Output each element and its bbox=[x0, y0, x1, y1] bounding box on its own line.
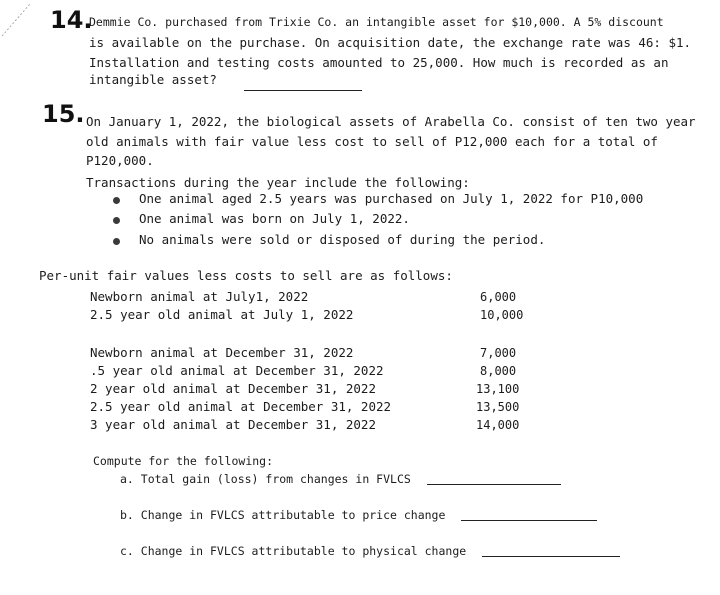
q15-intro-line-3: P120,000. bbox=[86, 153, 154, 168]
q14-answer-blank[interactable] bbox=[244, 90, 362, 91]
fv-row-label: 3 year old animal at December 31, 2022 bbox=[90, 417, 376, 432]
q14-line-3: Installation and testing costs amounted to 25,000. How much is recorded as an bbox=[89, 55, 669, 70]
question-14-number: 14. bbox=[50, 6, 93, 34]
compute-item-b: b. Change in FVLCS attributable to price change bbox=[120, 508, 446, 522]
fv-row-value: 8,000 bbox=[480, 364, 517, 378]
pencil-mark-icon bbox=[0, 0, 40, 40]
question-15-number: 15. bbox=[42, 100, 85, 128]
q14-line-4: intangible asset? bbox=[89, 72, 217, 87]
q14-line-1: Demmie Co. purchased from Trixie Co. an intangible asset for $10,000. A 5% discount bbox=[89, 15, 664, 29]
fv-row-label: .5 year old animal at December 31, 2022 bbox=[90, 363, 384, 378]
compute-item-c: c. Change in FVLCS attributable to physical change bbox=[120, 544, 467, 558]
q15-intro-line-2: old animals with fair value less cost to sell of P12,000 each for a total of bbox=[86, 134, 658, 149]
fv-row-label: 2.5 year old animal at December 31, 2022 bbox=[90, 399, 392, 414]
fv-row-value: 13,100 bbox=[476, 382, 520, 396]
answer-blank-c[interactable] bbox=[482, 556, 620, 557]
fv-row-label: 2 year old animal at December 31, 2022 bbox=[90, 381, 376, 396]
transactions-heading: Transactions during the year include the following: bbox=[86, 175, 470, 190]
answer-blank-a[interactable] bbox=[427, 484, 561, 485]
fair-value-heading: Per-unit fair values less costs to sell are as follows: bbox=[39, 268, 453, 283]
transaction-item: One animal aged 2.5 years was purchased on July 1, 2022 for P10,000 bbox=[139, 191, 644, 206]
transaction-item: One animal was born on July 1, 2022. bbox=[139, 211, 410, 226]
fv-row-value: 10,000 bbox=[480, 308, 524, 322]
q15-intro-line-1: On January 1, 2022, the biological assets of Arabella Co. consist of ten two year bbox=[86, 114, 696, 129]
q14-line-2: is available on the purchase. On acquisition date, the exchange rate was 46: $1. bbox=[89, 35, 692, 50]
bullet-icon bbox=[113, 217, 120, 224]
fv-row-label: 2.5 year old animal at July 1, 2022 bbox=[90, 307, 354, 322]
fv-row-value: 7,000 bbox=[480, 346, 517, 360]
transaction-item: No animals were sold or disposed of during the period. bbox=[139, 232, 546, 247]
fv-row-value: 13,500 bbox=[476, 400, 520, 414]
bullet-icon bbox=[113, 238, 120, 245]
compute-heading: Compute for the following: bbox=[93, 454, 274, 468]
fv-row-value: 14,000 bbox=[476, 418, 520, 432]
fv-row-label: Newborn animal at December 31, 2022 bbox=[90, 345, 354, 360]
bullet-icon bbox=[113, 197, 120, 204]
compute-item-a: a. Total gain (loss) from changes in FVLCS bbox=[120, 472, 411, 486]
fv-row-label: Newborn animal at July1, 2022 bbox=[90, 289, 309, 304]
answer-blank-b[interactable] bbox=[461, 520, 597, 521]
fv-row-value: 6,000 bbox=[480, 290, 517, 304]
